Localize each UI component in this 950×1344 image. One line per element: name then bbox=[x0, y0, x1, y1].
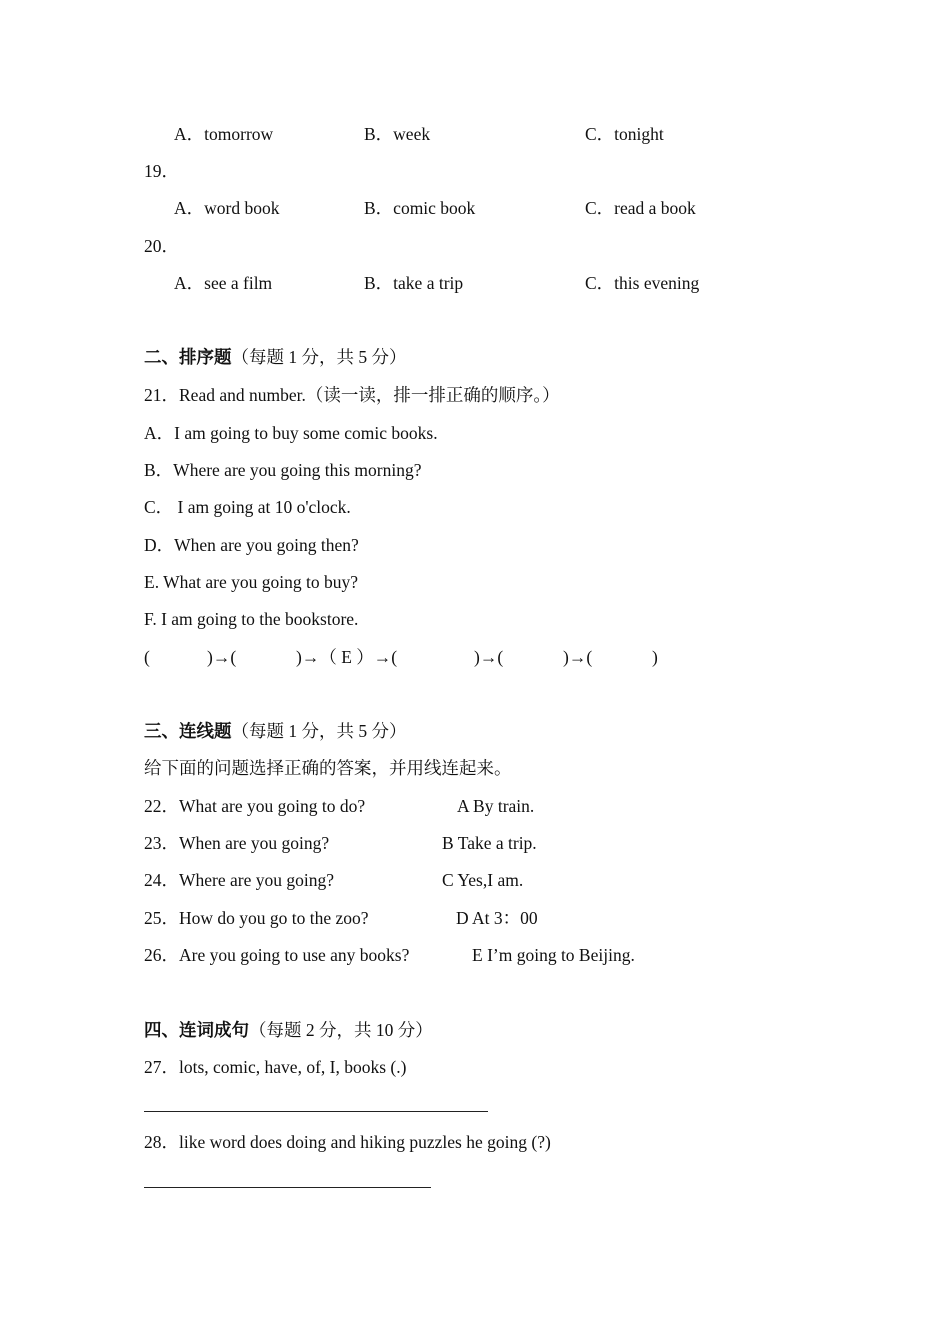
q20-number: 20． bbox=[144, 236, 179, 256]
sequence-part: ) bbox=[652, 647, 658, 667]
q19-number: 19． bbox=[144, 161, 179, 181]
q20-option-b: B．take a trip bbox=[364, 273, 464, 293]
section2-instruction: 21．Read and number.（读一读，排一排正确的顺序。） bbox=[144, 385, 560, 405]
section4-note: （每题 2 分，共 10 分） bbox=[249, 1020, 433, 1040]
sort-item-b: B．Where are you going this morning? bbox=[144, 460, 422, 480]
sequence-part: ( bbox=[144, 647, 150, 667]
sort-item-c: C． I am going at 10 o'clock. bbox=[144, 497, 351, 517]
sequence-blanks bbox=[0, 646, 950, 670]
section3-heading bbox=[144, 720, 407, 742]
section2-heading bbox=[144, 346, 407, 368]
section2-note: （每题 1 分，共 5 分） bbox=[231, 347, 407, 367]
match-answer-c: C Yes,I am. bbox=[442, 870, 524, 890]
match-answer-e: E I’m going to Beijing. bbox=[472, 945, 635, 965]
sequence-part: )→（ E ）→( bbox=[296, 647, 398, 667]
sequence-part: )→( bbox=[207, 647, 237, 667]
sort-item-f: F. I am going to the bookstore. bbox=[144, 609, 359, 629]
sequence-part: )→( bbox=[563, 647, 593, 667]
section4-heading bbox=[144, 1019, 433, 1041]
q19-option-c: C．read a book bbox=[585, 198, 696, 218]
section3-note: （每题 1 分，共 5 分） bbox=[231, 721, 407, 741]
q18-option-a: A．tomorrow bbox=[174, 124, 274, 144]
section3-title: 三、连线题 bbox=[144, 721, 232, 741]
q19-option-b: B．comic book bbox=[364, 198, 476, 218]
answer-line-28[interactable] bbox=[144, 1187, 431, 1188]
sequence-part: )→( bbox=[474, 647, 504, 667]
match-answer-b: B Take a trip. bbox=[442, 833, 537, 853]
sort-item-e: E. What are you going to buy? bbox=[144, 572, 358, 592]
section3-instruction: 给下面的问题选择正确的答案，并用线连起来。 bbox=[144, 758, 512, 778]
sort-item-a: A．I am going to buy some comic books. bbox=[144, 423, 438, 443]
q18-option-b: B．week bbox=[364, 124, 431, 144]
match-question-23: 23．When are you going? bbox=[144, 833, 330, 853]
q20-option-a: A．see a film bbox=[174, 273, 273, 293]
match-question-25: 25．How do you go to the zoo? bbox=[144, 908, 369, 928]
q20-option-c: C．this evening bbox=[585, 273, 700, 293]
match-question-24: 24．Where are you going? bbox=[144, 870, 334, 890]
match-question-26: 26．Are you going to use any books? bbox=[144, 945, 410, 965]
question-27: 27．lots, comic, have, of, I, books (.) bbox=[144, 1057, 407, 1077]
answer-line-27[interactable] bbox=[144, 1111, 488, 1112]
q18-option-c: C．tonight bbox=[585, 124, 664, 144]
match-question-22: 22．What are you going to do? bbox=[144, 796, 366, 816]
match-answer-a: A By train. bbox=[457, 796, 535, 816]
section2-title: 二、排序题 bbox=[144, 347, 232, 367]
q19-option-a: A．word book bbox=[174, 198, 280, 218]
match-answer-d: D At 3：00 bbox=[456, 908, 538, 928]
section4-title: 四、连词成句 bbox=[144, 1020, 249, 1040]
sort-item-d: D．When are you going then? bbox=[144, 535, 359, 555]
question-28: 28．like word does doing and hiking puzzles he going (?) bbox=[144, 1132, 551, 1152]
